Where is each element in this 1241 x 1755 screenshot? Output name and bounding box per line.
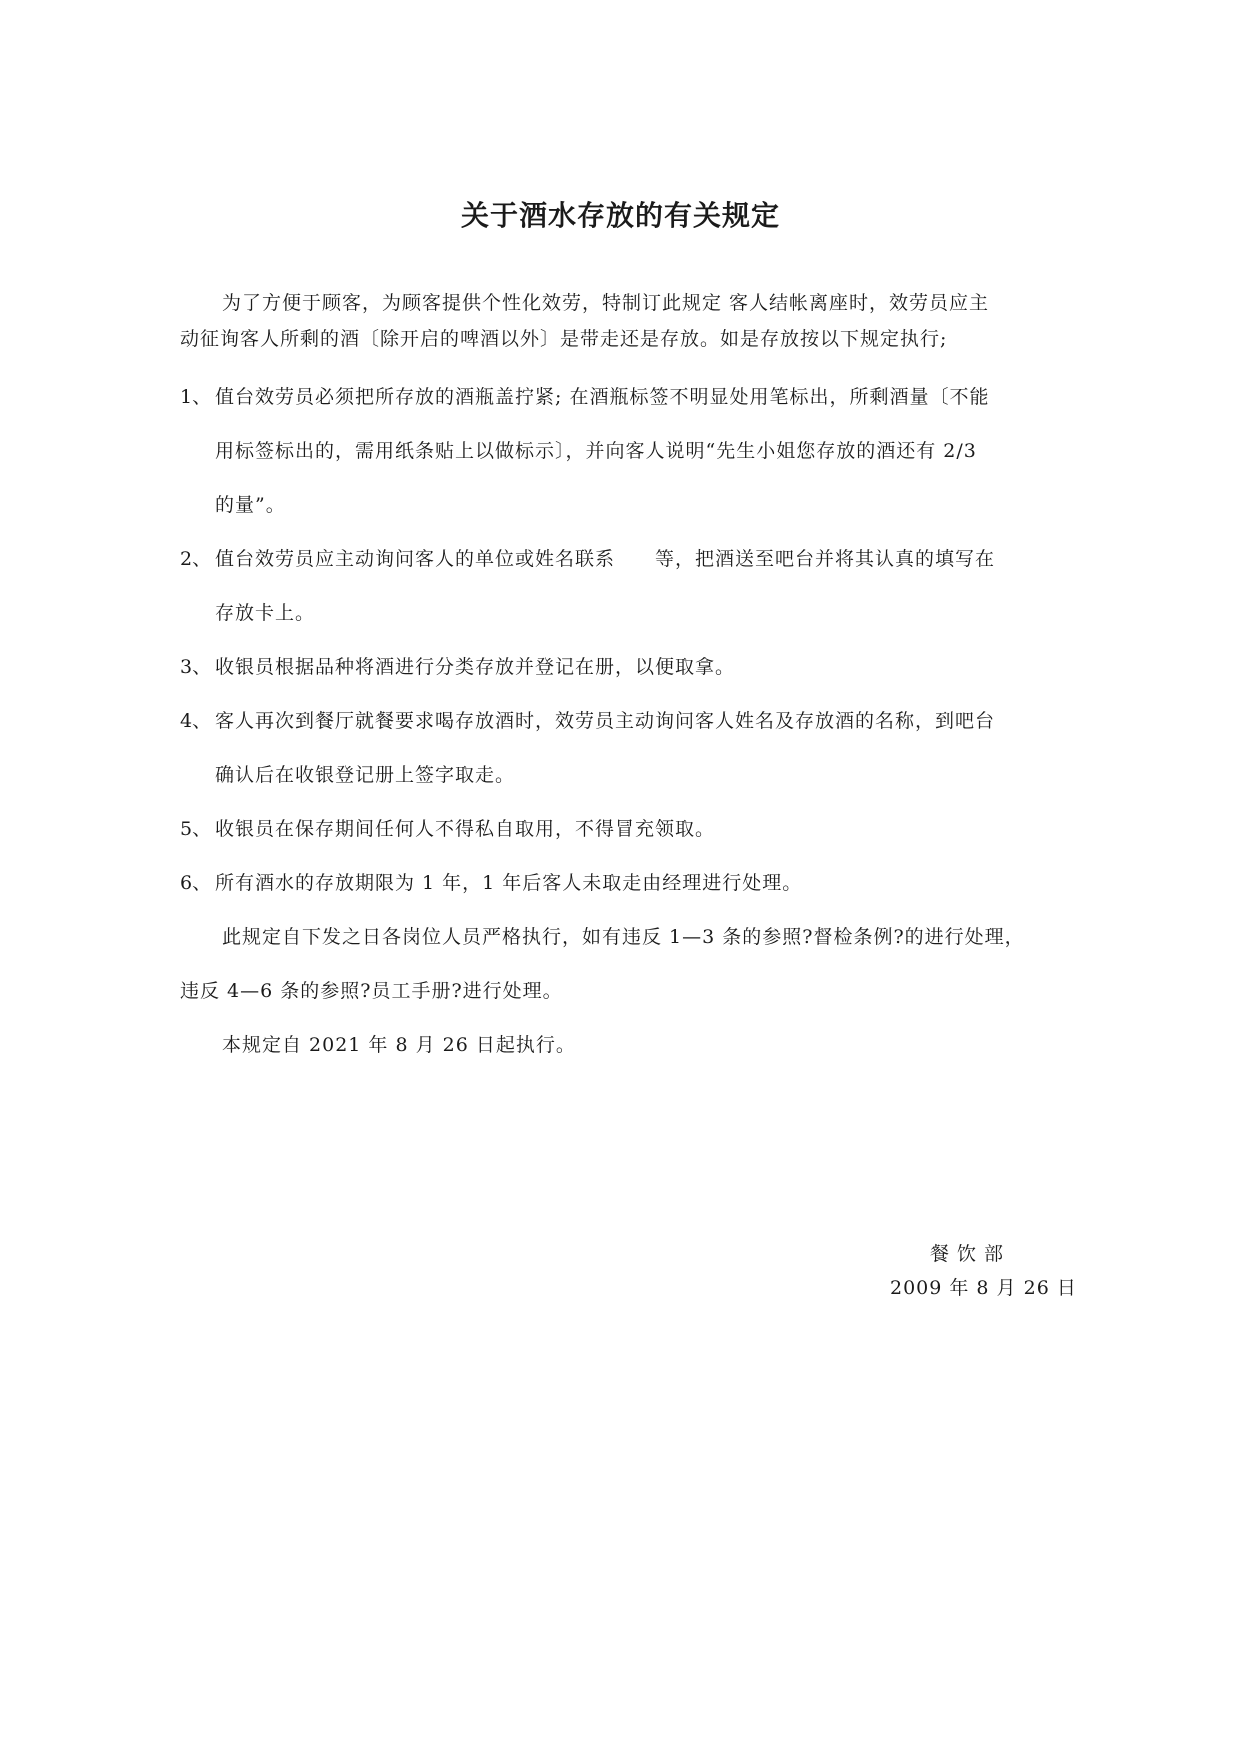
item-4-line-2: 确认后在收银登记册上签字取走。 bbox=[215, 764, 516, 786]
item-4-line-1: 客人再次到餐厅就餐要求喝存放酒时，效劳员主动询问客人姓名及存放酒的名称，到吧台 bbox=[215, 710, 996, 732]
item-6-number: 6、 bbox=[180, 872, 212, 894]
item-3-line-1: 收银员根据品种将酒进行分类存放并登记在册，以便取拿。 bbox=[215, 656, 736, 678]
item-1-line-3: 的量”。 bbox=[215, 494, 286, 516]
item-5-number: 5、 bbox=[180, 818, 212, 840]
item-4-number: 4、 bbox=[180, 710, 212, 732]
item-2-line-1: 值台效劳员应主动询问客人的单位或姓名联系 等，把酒送至吧台并将其认真的填写在 bbox=[215, 548, 996, 570]
item-2-line-2: 存放卡上。 bbox=[215, 602, 316, 624]
effective-date-line: 本规定自 2021 年 8 月 26 日起执行。 bbox=[222, 1034, 576, 1056]
rule-line-2: 违反 4—6 条的参照?员工手册?进行处理。 bbox=[180, 980, 563, 1002]
item-2-number: 2、 bbox=[180, 548, 212, 570]
document-title: 关于酒水存放的有关规定 bbox=[460, 199, 780, 232]
signature-department: 餐饮部 bbox=[930, 1243, 1012, 1265]
item-1-number: 1、 bbox=[180, 386, 212, 408]
item-5-line-1: 收银员在保存期间任何人不得私自取用，不得冒充领取。 bbox=[215, 818, 716, 840]
rule-line-1: 此规定自下发之日各岗位人员严格执行，如有违反 1—3 条的参照?督检条例?的进行处理， bbox=[222, 926, 1025, 948]
intro-line-1: 为了方便于顾客，为顾客提供个性化效劳，特制订此规定 客人结帐离座时，效劳员应主 bbox=[222, 292, 990, 314]
intro-line-2: 动征询客人所剩的酒〔除开启的啤酒以外〕是带走还是存放。如是存放按以下规定执行; bbox=[180, 328, 948, 350]
item-1-line-1: 值台效劳员必须把所存放的酒瓶盖拧紧; 在酒瓶标签不明显处用笔标出，所剩酒量〔不能 bbox=[215, 386, 990, 408]
signature-date: 2009 年 8 月 26 日 bbox=[890, 1277, 1077, 1299]
item-6-line-1: 所有酒水的存放期限为 1 年，1 年后客人未取走由经理进行处理。 bbox=[215, 872, 803, 894]
item-3-number: 3、 bbox=[180, 656, 212, 678]
item-1-line-2: 用标签标出的，需用纸条贴上以做标示〕，并向客人说明“先生小姐您存放的酒还有 2/3 bbox=[215, 440, 977, 462]
